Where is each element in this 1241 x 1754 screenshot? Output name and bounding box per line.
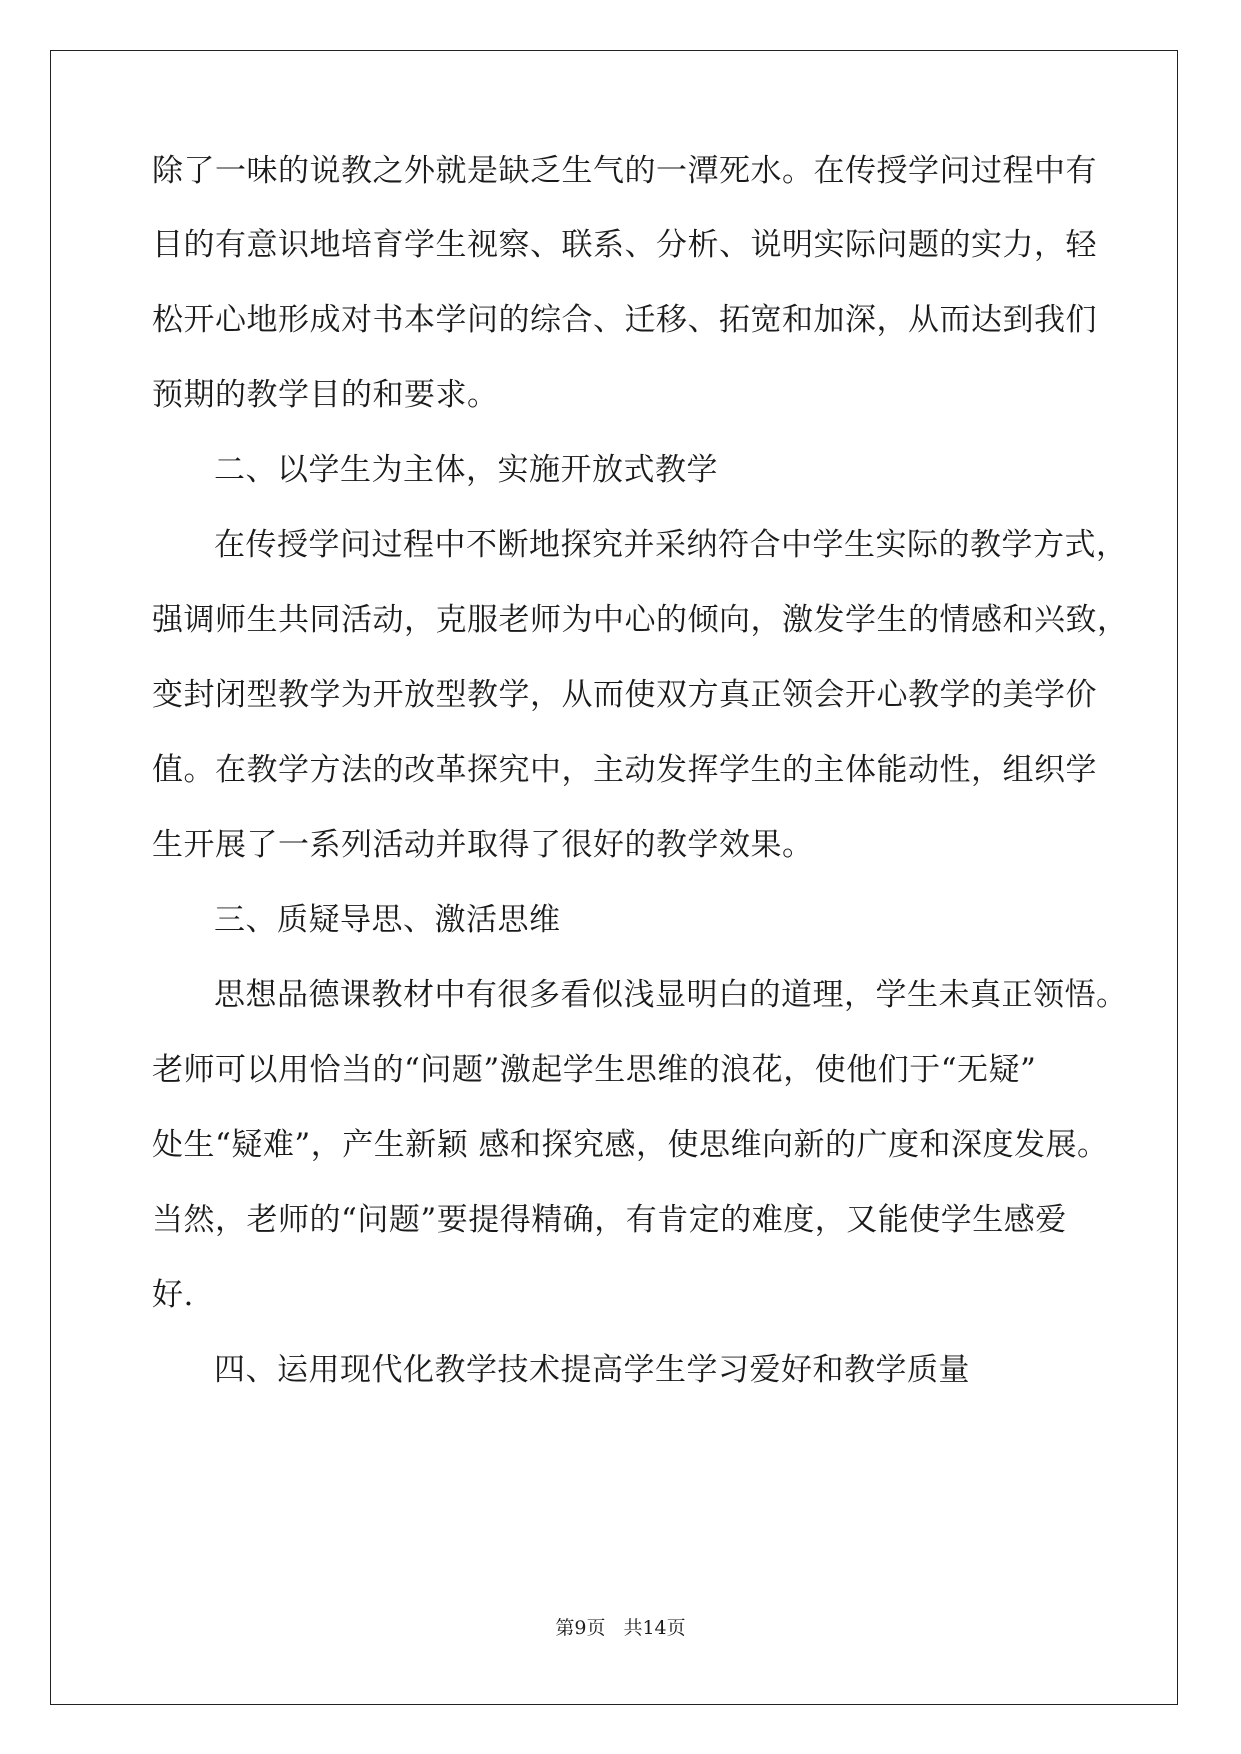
paragraph-line: 预期的教学目的和要求。 bbox=[152, 377, 499, 413]
paragraph-line: 值。在教学方法的改革探究中，主动发挥学生的主体能动性，组织学 bbox=[152, 752, 1097, 788]
paragraph-line: 在传授学问过程中不断地探究并采纳符合中学生实际的教学方式， bbox=[214, 527, 1128, 563]
section-heading: 三、质疑导思、激活思维 bbox=[214, 902, 561, 938]
paragraph-line: 除了一味的说教之外就是缺乏生气的一潭死水。在传授学问过程中有 bbox=[152, 153, 1097, 189]
page-total: 共14页 bbox=[623, 1617, 686, 1639]
page-footer bbox=[0, 1616, 1241, 1640]
paragraph-line: 强调师生共同活动，克服老师为中心的倾向，激发学生的情感和兴致， bbox=[152, 602, 1129, 638]
paragraph-line: 思想品德课教材中有很多看似浅显明白的道理，学生未真正领悟。 bbox=[214, 977, 1128, 1013]
paragraph-line: 处生“疑难”，产生新颖 感和探究感，使思维向新的广度和深度发展。 bbox=[152, 1127, 1109, 1163]
paragraph-line: 变封闭型教学为开放型教学，从而使双方真正领会开心教学的美学价 bbox=[152, 677, 1097, 713]
paragraph-line: 老师可以用恰当的“问题”激起学生思维的浪花，使他们于“无疑” bbox=[152, 1052, 1037, 1088]
paragraph-line: 松开心地形成对书本学问的综合、迁移、拓宽和加深，从而达到我们 bbox=[152, 302, 1097, 338]
paragraph-line: 好. bbox=[152, 1277, 194, 1313]
paragraph-line: 生开展了一系列活动并取得了很好的教学效果。 bbox=[152, 827, 814, 863]
paragraph-line: 当然，老师的“问题”要提得精确，有肯定的难度，又能使学生感爱 bbox=[152, 1202, 1067, 1238]
page-border bbox=[50, 50, 1178, 1705]
page-number: 第9页 bbox=[555, 1617, 606, 1639]
paragraph-line: 目的有意识地培育学生视察、联系、分析、说明实际问题的实力，轻 bbox=[152, 227, 1097, 263]
section-heading: 二、以学生为主体，实施开放式教学 bbox=[214, 452, 718, 488]
section-heading: 四、运用现代化教学技术提高学生学习爱好和教学质量 bbox=[214, 1352, 970, 1388]
